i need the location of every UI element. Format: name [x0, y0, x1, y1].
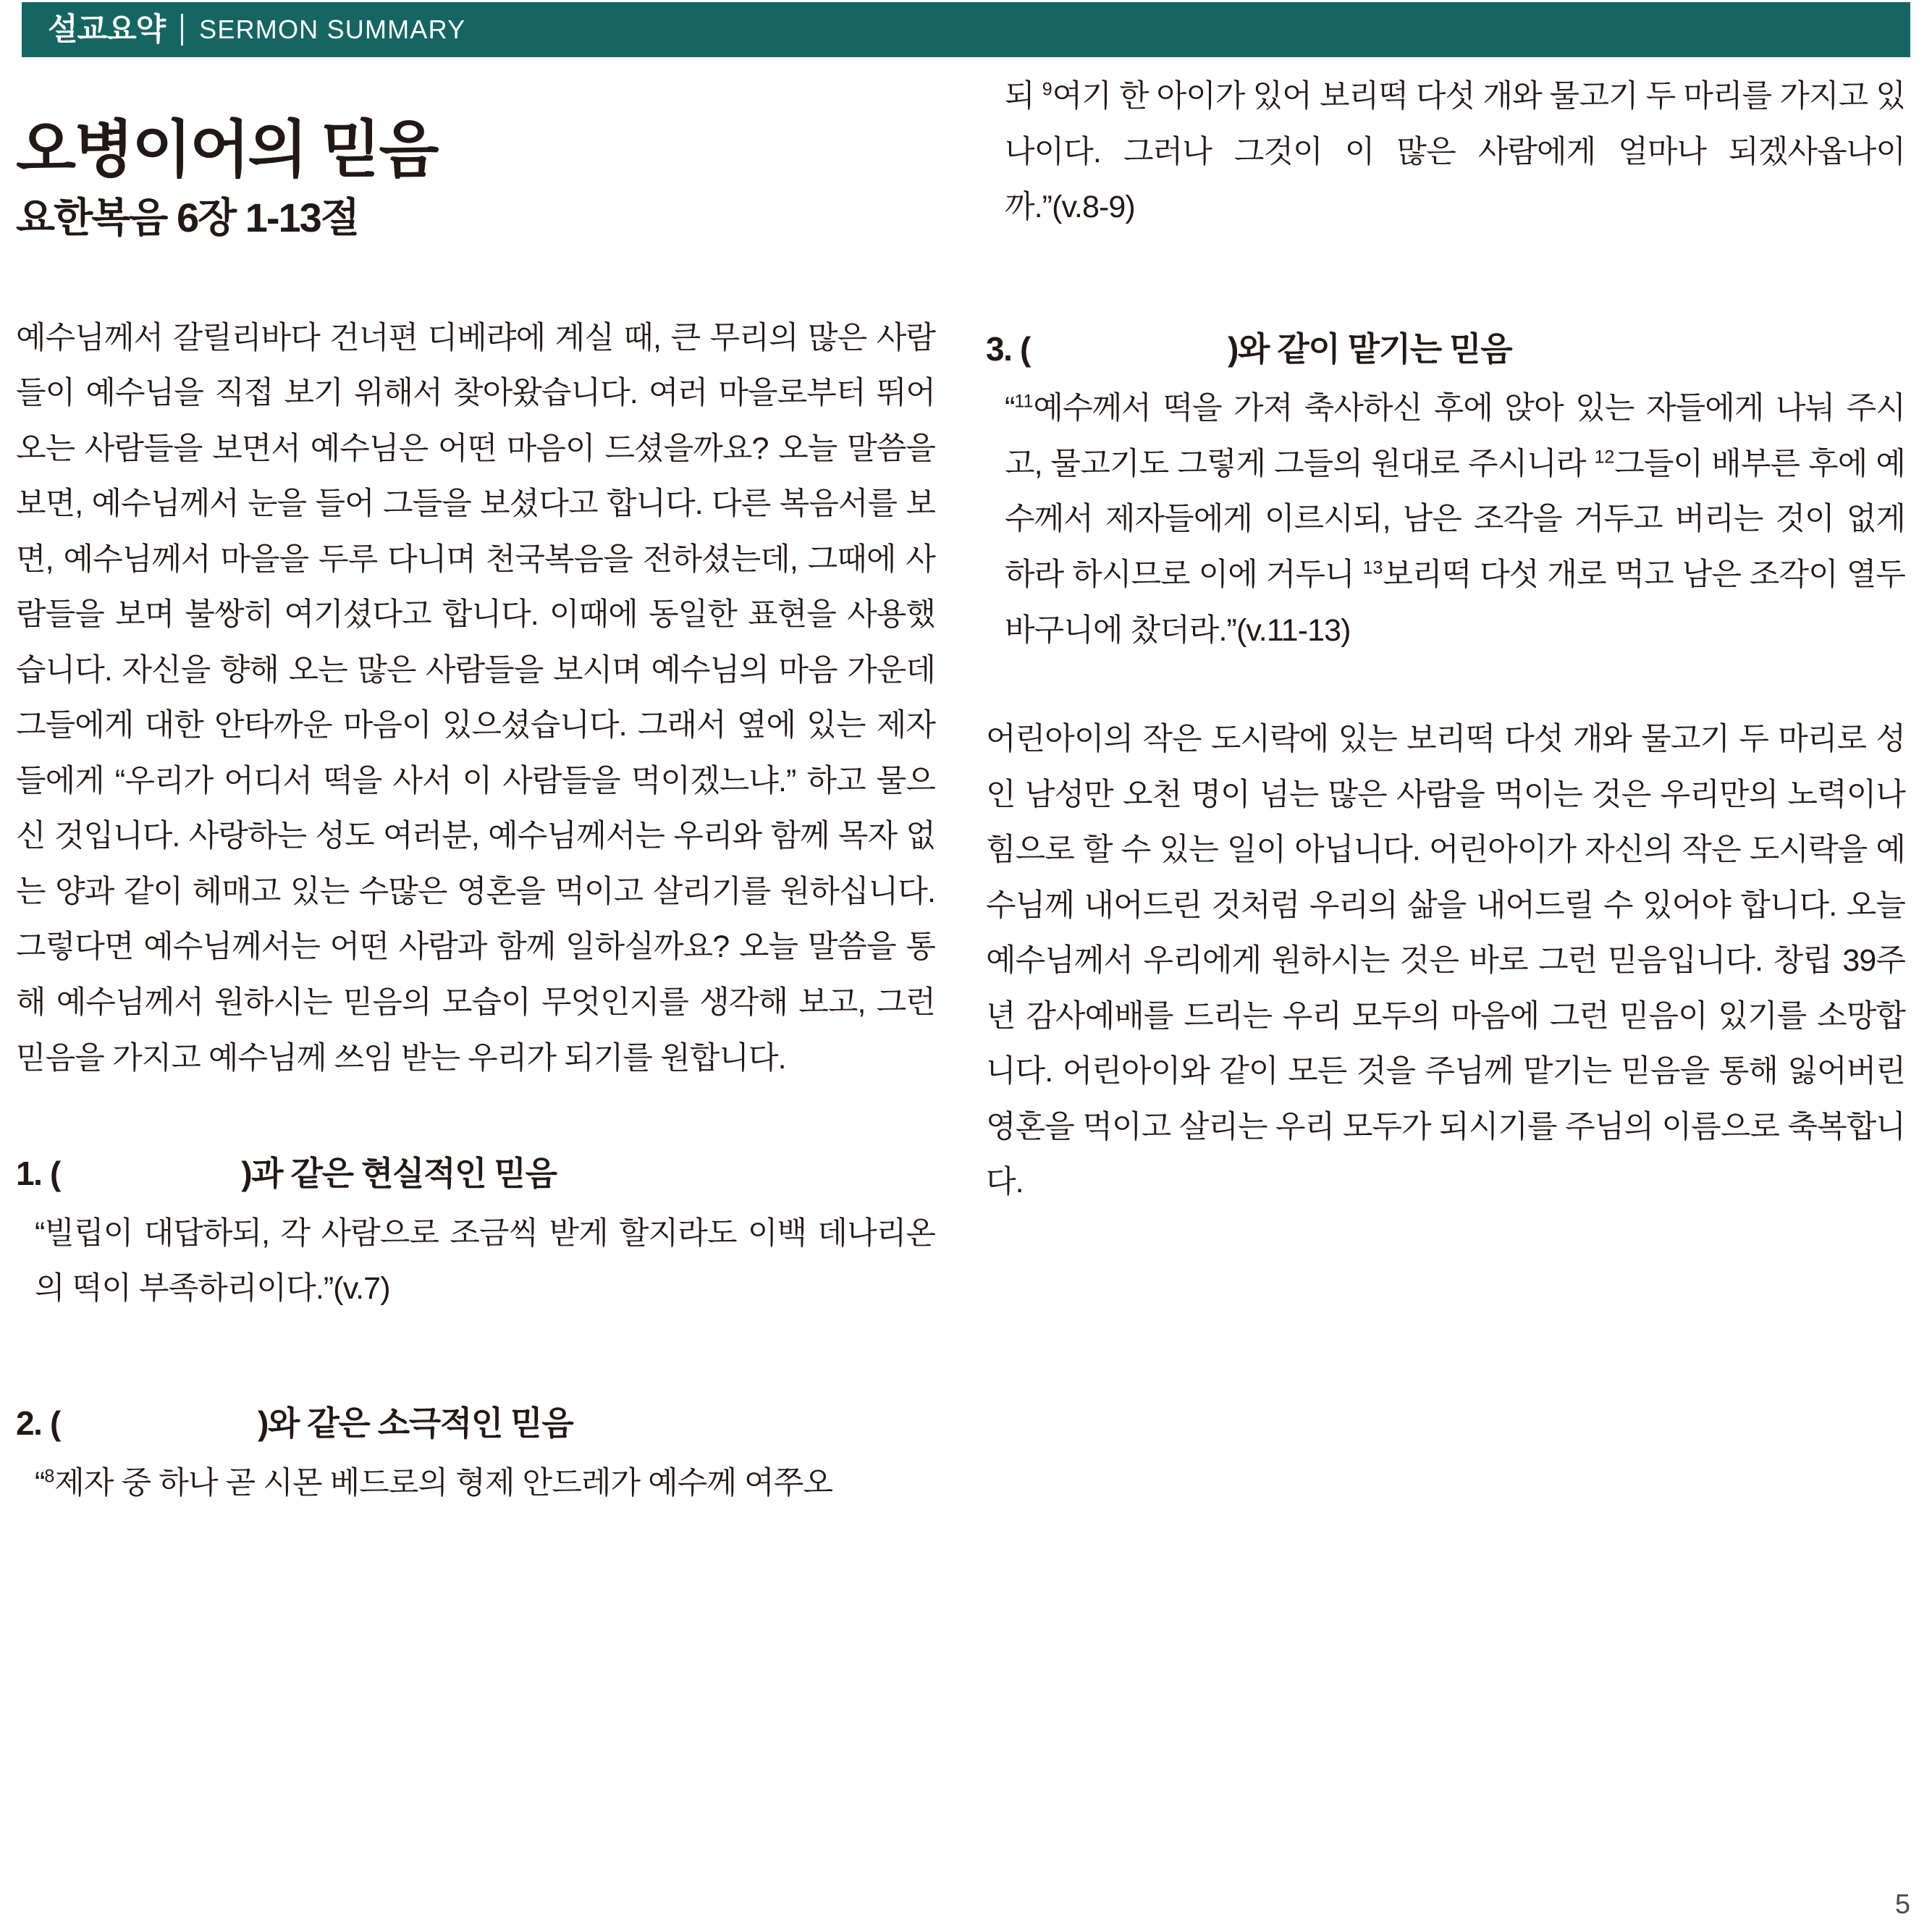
header-divider: [181, 14, 183, 46]
point-2-quote-text: 제자 중 하나 곧 시몬 베드로의 형제 안드레가 예수께 여쭈오: [54, 1465, 833, 1501]
point-3-heading: 3. ( )와 같이 맡기는 믿음: [986, 329, 1512, 368]
page-number: 5: [1894, 1889, 1910, 1920]
point-2-heading: 2. ( )와 같은 소극적인 믿음: [16, 1404, 573, 1442]
point-3-quote-part-3: 보리떡 다섯 개로 먹고 남은 조각이 열두 바구니에 찼더라.”(v.11-13): [1005, 557, 1905, 648]
right-column: [986, 57, 1905, 1210]
page-title: 오병이어의 믿음: [16, 115, 437, 185]
verse-marker-13: 13: [1362, 557, 1383, 578]
verse-marker-12: 12: [1594, 447, 1615, 468]
closing-paragraph: 어린아이의 작은 도시락에 있는 보리떡 다섯 개와 물고기 두 마리로 성인 남성만 오천 명이 넘는 많은 사람을 먹이는 것은 우리만의 노력이나 힘으로 할 수 있는 일이 아닙니다. 어린아이가 자신의 작은 도시락을 예수님께 내어드린 것처럼 우리의 삶을 내어드릴 수 있어야 합니다. 오늘 예수님께서 우리에게 원하시는 것은 바로 그런 믿음입니다. 창립 39주년 감사예배를 드리는 우리 모두의 마음에 그런 믿음이 있기를 소망합니다. 어린아이와 같이 모든 것을 주님께 맡기는 믿음을 통해 잃어버린 영혼을 먹이고 살리는 우리 모두가 되시기를 주님의 이름으로 축복합니다.: [986, 722, 1905, 1200]
point-1-scripture-quote: “빌립이 대답하되, 각 사람으로 조금씩 받게 할지라도 이백 데나리온의 떡이 부족하리이다.”(v.7): [35, 1215, 935, 1307]
page-content: [0, 57, 1932, 1932]
header-title-english: SERMON SUMMARY: [199, 14, 466, 44]
point-3-quote-part-2: 그들이 배부른 후에 예수께서 제자들에게 이르시되, 남은 조각을 거두고 버리는 것이 없게 하라 하시므로 이에 거두니: [1005, 446, 1905, 592]
point-2-scripture-quote: [35, 1456, 935, 1511]
quote-open-mark: “: [35, 1465, 45, 1501]
point-3-quote-part-1: 예수께서 떡을 가져 축사하신 후에 앉아 있는 자들에게 나눠 주시고, 물고기도 그렇게 그들의 원대로 주시니라: [1005, 391, 1905, 481]
point-3-scripture-quote: [1005, 381, 1905, 658]
header-title-korean: 설교요약: [48, 12, 166, 47]
point-2-scripture-quote-continued: [1005, 69, 1905, 235]
scripture-reference: 요한복음 6장 1-13절: [16, 194, 358, 240]
quote-open-mark: “: [1005, 391, 1015, 426]
left-column: [16, 57, 935, 1511]
quote-continued-text: 여기 한 아이가 있어 보리떡 다섯 개와 물고기 두 마리를 가지고 있나이다. 그러나 그것이 이 많은 사람에게 얼마나 되겠사옵나이까.”(v.8-9): [1005, 79, 1905, 225]
intro-paragraph: 예수님께서 갈릴리바다 건너편 디베랴에 계실 때, 큰 무리의 많은 사람들이 예수님을 직접 보기 위해서 찾아왔습니다. 여러 마을로부터 뛰어오는 사람들을 보면서 예수님은 어떤 마음이 드셨을까요? 오늘 말씀을 보면, 예수님께서 눈을 들어 그들을 보셨다고 합니다. 다른 복음서를 보면, 예수님께서 마을을 두루 다니며 천국복음을 전하셨는데, 그때에 사람들을 보며 불쌍히 여기셨다고 합니다. 이때에 동일한 표현을 사용했습니다. 자신을 향해 오는 많은 사람들을 보시며 예수님의 마음 가운데 그들에게 대한 안타까운 마음이 있으셨습니다. 그래서 옆에 있는 제자들에게 “우리가 어디서 떡을 사서 이 사람들을 먹이겠느냐.” 하고 물으신 것입니다. 사랑하는 성도 여러분, 예수님께서는 우리와 함께 목자 없는 양과 같이 헤매고 있는 수많은 영혼을 먹이고 살리기를 원하십니다. 그렇다면 예수님께서는 어떤 사람과 함께 일하실까요? 오늘 말씀을 통해 예수님께서 원하시는 믿음의 모습이 무엇인지를 생각해 보고, 그런 믿음을 가지고 예수님께 쓰임 받는 우리가 되기를 원합니다.: [16, 320, 935, 1076]
verse-marker-11: 11: [1014, 392, 1034, 413]
verse-marker-8: 8: [44, 1466, 55, 1487]
point-1-heading: 1. ( )과 같은 현실적인 믿음: [16, 1155, 557, 1193]
verse-marker-9: 9: [1042, 79, 1053, 100]
sermon-summary-header-bar: [22, 2, 1910, 57]
quote-continued-head: 되: [1005, 79, 1042, 114]
